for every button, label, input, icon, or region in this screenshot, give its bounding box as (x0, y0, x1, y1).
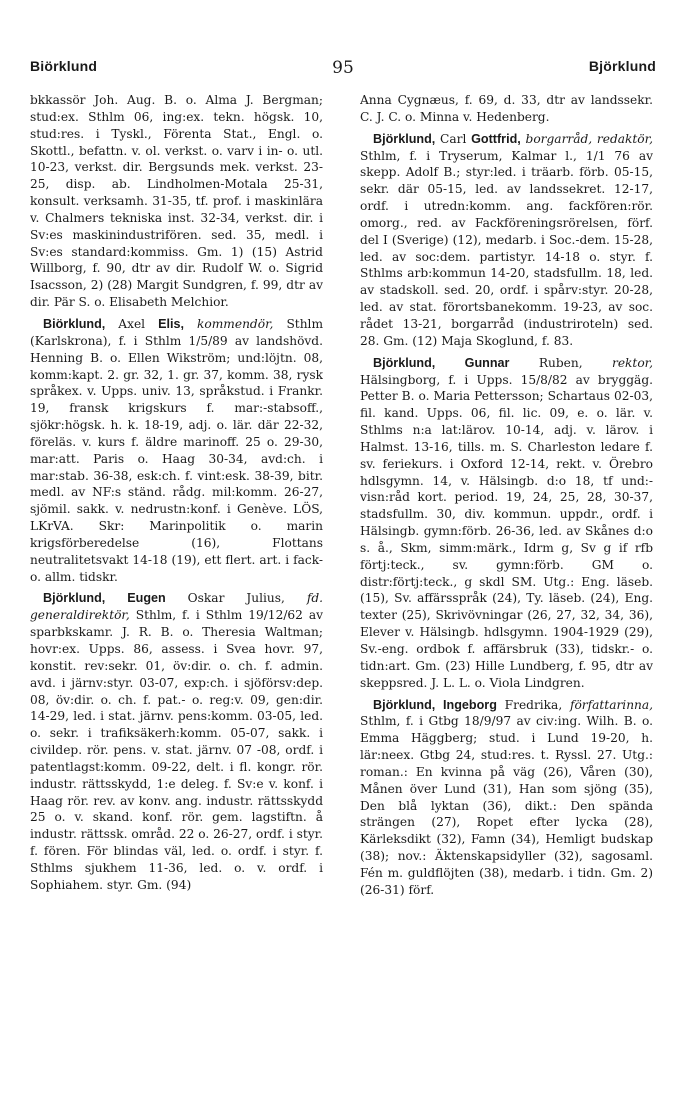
entry-surname: Björklund, (373, 355, 436, 370)
entry-given-name: Axel (118, 316, 146, 331)
page-number: 95 (332, 58, 354, 78)
entry-title: borgarråd, redaktör, (525, 131, 653, 146)
entry-given-rest: Oskar Julius, (187, 591, 285, 606)
entry-eugen-bjorklund (30, 590, 323, 893)
entry-call-name: Elis, (158, 316, 185, 331)
entry-ingeborg-bjorklund (360, 697, 653, 899)
entry-surname: Biörklund, (43, 316, 106, 331)
continuation-text: bkkassör Joh. Aug. B. o. Alma J. Bergman; stud:ex. Sthlm 06, ing:ex. tekn. högsk. 10, stud:res. i Tyskl., Förenta Stat., Engl. o. Skottl., befattn. v. ol. verkst. o. varv i in- o. utl. 10-23, verkst. dir. Bergsunds mek. verkst. 23-25, disp. ab. Lindholmen-Motala 25-31, konsult. verksamh. 31-35, tf. prof. i maskinlära v. Chalmers tekniska inst. 32-34, verkst. dir. i Sv:es maskinindustriförеn. sed. 35, medl. i Sv:es standard:kommiss. Gm. 1) (15) Astrid Willborg, f. 90, dtr av dir. Rudolf W. o. Sigrid Isacsson, 2) (28) Margit Sundgren, f. 99, dtr av dir. Pär S. o. Elisabeth Melchior. (30, 93, 323, 310)
entry-surname: Björklund, (373, 697, 436, 712)
entry-surname: Björklund, (43, 591, 106, 606)
continuation-text: Anna Cygnæus, f. 69, d. 33, dtr av landssekr. C. J. C. o. Minna v. Hedenberg. (360, 93, 653, 124)
left-column (30, 92, 323, 1092)
entry-title: rektor, (612, 355, 653, 370)
right-column (360, 92, 653, 1092)
entry-call-name: Ingeborg (443, 697, 497, 712)
entry-axel-elis-biorklund (30, 316, 323, 586)
entry-text: Sthlm, f. i Gtbg 18/9/97 av civ:ing. Wilh. B. o. Emma Häggberg; stud. i Lund 19-20, h. lär:neex. Gtbg 24, stud:res. t. Ryssl. 27. Utg.: roman.: En kvinna på väg (26), Våren (30), Månen över Lund (31), Han som sjöng (35), Den blå lyktan (36), dikt.: Den spända strängen (27), Ropet efter lycka (28), Kärleksdikt (32), Famn (34), Hemligt budskap (38); nov.: Äktenskapsidyller (32), sagosaml. Fén m. guldflöjten (38), medarb. i tidn. Gm. 2) (26-31) förf. (360, 714, 653, 897)
entry-carl-gottfrid-bjorklund (360, 131, 653, 350)
entry-call-name: Gottfrid, (471, 131, 521, 146)
entry-title: kommendör, (197, 316, 274, 331)
entry-given-rest: Fredrika, (504, 697, 563, 712)
entry-given-name: Carl (440, 131, 467, 146)
entry-text: Sthlm, f. i Sthlm 19/12/62 av sparbkskamr. J. R. B. o. Theresia Waltman; hovr:ex. Upps. 86, assess. i Svea hovr. 97, konstit. rev:sekr. 01, öv:dir. o. ch. f. admin. avd. i järnv:styr. 03-07, exp:ch. i sjöförsv:dep. 08, öv:dir. o. ch. f. pat.- o. reg:v. 09, gen:dir. 14-29, led. i stat. järnv. pens:komm. 03-05, led. o. sekr. i trafiksäkerh:komm. 05-07, sakk. i civildep. rör. pens. v. stat. järnv. 07 -08, ordf. i patentlagst:komm. 09-22, delt. i fl. kongr. rör. industr. rättsskydd, 1:e deleg. f. Sv:e v. konf. i Haag rör. rev. av konv. ang. industr. rättsskydd 25 o. v. skand. konf. rör. gem. lagstiftn. å industr. rättssk. områd. 22 o. 26-27, ordf. i styr. f. fören. För blindas väl, led. o. ordf. i styr. f. Sthlms sjukhem 11-36, led. o. v. ordf. i Sophiahem. styr. Gm. (94) (30, 608, 323, 892)
entry-call-name: Eugen (127, 591, 166, 606)
header-left-name: Biörklund (30, 58, 98, 74)
entry-text: Sthlm, f. i Tryserum, Kalmar l., 1/1 76 av skepp. Adolf B.; styr:led. i träarb. förb. 05-15, sekr. där 05-15, led. av landssekret. 12-17, ordf. i utredn:komm. ang. fackförеn:rör. omorg., red. av Fackföreningsrörelsen, förf. del I (Sverige) (12), medarb. i Soc.-dem. 15-28, led. av soc:dem. partistyr. 14-18 o. styr. f. Sthlms arb:kommun 14-20, stadsfullm. 18, led. av stadskoll. sed. 20, ordf. i spårv:styr. 20-28, led. av stat. förortsbanekomm. 19-23, av soc. rådet 13-21, borgarråd (industriroteln) sed. 28. Gm. (12) Maja Skoglund, f. 83. (360, 148, 653, 348)
entry-call-name: Gunnar (464, 355, 510, 370)
header-right-name: Björklund (588, 58, 656, 74)
running-header (30, 58, 656, 80)
entry-given-rest: Ruben, (538, 355, 583, 370)
entry-surname: Björklund, (373, 131, 436, 146)
entry-text: Sthlm (Karlskrona), f. i Sthlm 1/5/89 av landshövd. Henning B. o. Ellen Wikström; und:löjtn. 08, komm:kapt. 2. gr. 32, 1. gr. 37, komm. 38, rysk språkex. v. Upps. univ. 13, språkstud. i Frankr. 19, fransk krigskurs f. mar:-stabsoff., sjökr:högsk. h. k. 18-19, adj. o. lär. där 22-32, föreläs. v. kurs f. äldre marinoff. 25 o. 29-30, mar:att. Paris o. Haag 30-34, avd:ch. i mar:stab. 36-38, esk:ch. f. vint:esk. 38-39, bitr. medl. av NF:s ständ. rådg. mil:komm. 26-27, sjömil. sakk. v. nedrustn:konf. i Genève. LÖS, LKrVA. Skr: Marinpolitik o. marin krigsförberedelse (16), Flottans neutralitetsvakt 14-18 (19), ett flert. art. i fack- o. allm. tidskr. (30, 316, 323, 584)
entry-title: författarinna, (569, 697, 653, 712)
entry-title: fd. generaldirektör, (30, 591, 323, 623)
entry-gunnar-bjorklund (360, 355, 653, 692)
entry-text: Hälsingborg, f. i Upps. 15/8/82 av bryggäg. Petter B. o. Maria Pettersson; Schartaus 02-03, fil. kand. Upps. 06, fil. lic. 09, e. o. lär. v. Sthlms n:a lat:lärov. 10-14, adj. v. lärov. i Halmst. 13-16, tills. m. S. Charleston ledare f. sv. feriekurs. i Oxford 12-14, rekt. v. Örebro hdlsgymn. 14, v. Hälsingb. d:o 18, tf und:-visn:råd kort. period. 19, 24, 25, 28, 30-37, stadsfullm. 30, div. kommun. uppdr., ordf. i Hälsingb. gymn:förb. 26-36, led. av Skånes d:o s. å., Skm, simm:märk., Idrm g, Sv g if rfb förtj:teck., sv. gymn:förb. GM o. distr:förtj:teck., g skdl SM. Utg.: Eng. läseb. (15), Sv. affärsspråk (24), Ty. läseb. (24), Eng. texter (25), Skrivövningar (26, 27, 32, 34, 36), Elever v. Hälsingb. hdlsgymn. 1904-1929 (29), Sv.-eng. ordbok f. affärsbruk (33), tidskr.- o. tidn:art. Gm. (23) Hille Lundberg, f. 95, dtr av skeppsred. J. L. L. o. Viola Lindgren. (360, 372, 653, 690)
